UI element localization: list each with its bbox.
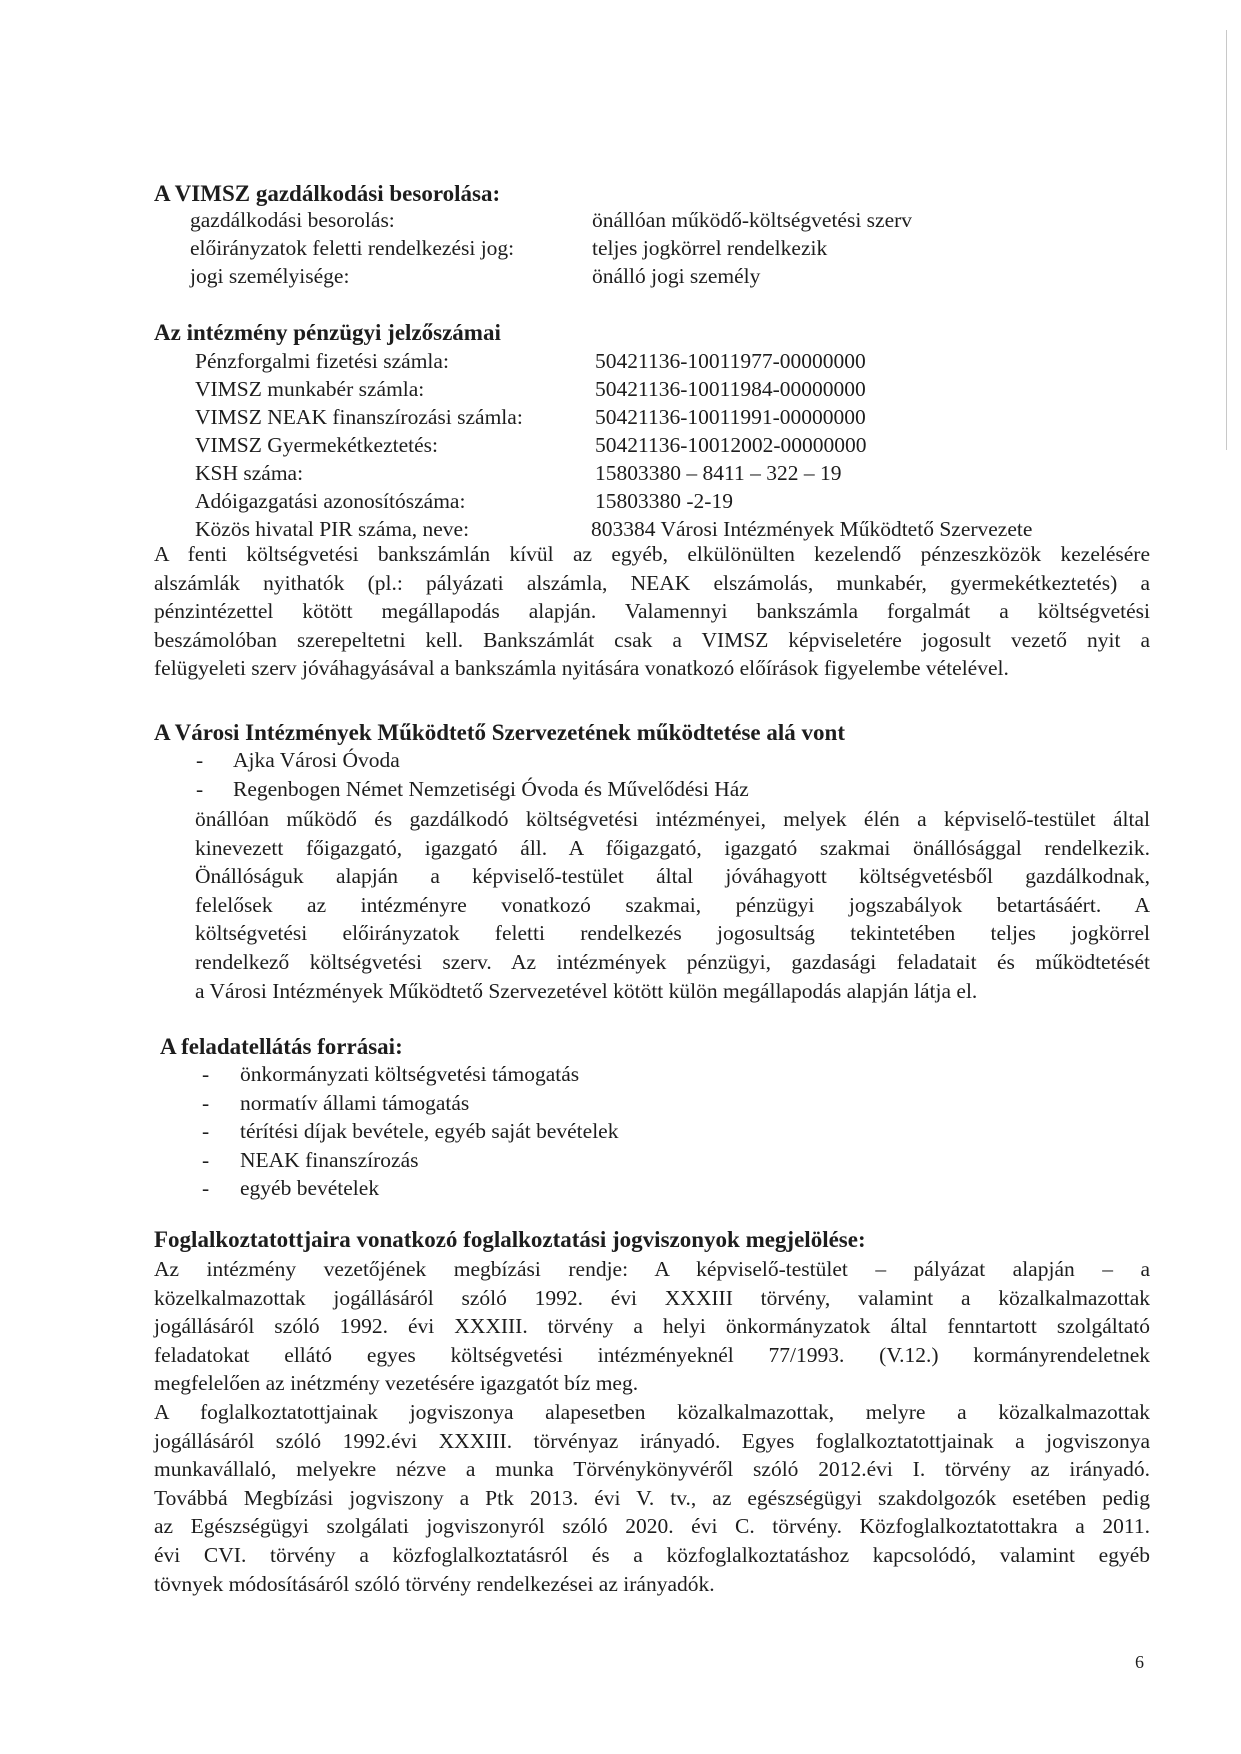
list-item — [202, 1119, 1002, 1148]
finance-row — [195, 377, 1095, 405]
sources-heading: A feladatellátás forrásai: — [160, 1034, 403, 1059]
row-value: 803384 Városi Intézmények Működtető Szervezete — [591, 517, 1033, 541]
row-label: VIMSZ NEAK finanszírozási számla: — [195, 405, 523, 429]
scan-edge-line — [1226, 30, 1227, 450]
finance-heading: Az intézmény pénzügyi jelzőszámai — [154, 320, 501, 345]
row-value: 50421136-10012002-00000000 — [595, 433, 867, 457]
row-value: önálló jogi személy — [592, 264, 761, 288]
row-label: gazdálkodási besorolás: — [190, 208, 395, 232]
list-item — [202, 1148, 1002, 1177]
paragraph-line: Az intézmény vezetőjének megbízási rendje: A képviselő-testület – pályázat alapján – a — [154, 1257, 1150, 1281]
list-dash: - — [202, 1119, 210, 1143]
paragraph-line: Továbbá Megbízási jogviszony a Ptk 2013. évi V. tv., az egészségügyi szakdolgozók esetében pedig — [154, 1485, 1150, 1510]
paragraph-line: tövnyek módosításáról szóló törvény rendelkezései az irányadók. — [154, 1571, 715, 1596]
list-item-text: NEAK finanszírozás — [240, 1147, 419, 1172]
list-item — [196, 748, 1096, 777]
paragraph-line: közelkalmazottak jogállásáról szóló 1992. évi XXXIII törvény, valamint a közalkalmazottak — [154, 1285, 1150, 1310]
row-value: 50421136-10011977-00000000 — [595, 349, 866, 373]
list-item-text: önkormányzati költségvetési támogatás — [240, 1062, 580, 1086]
row-value: önállóan működő-költségvetési szerv — [592, 208, 913, 232]
paragraph-line: megfelelően az inétzmény vezetésére igazgatót bíz meg. — [154, 1371, 639, 1396]
finance-row — [195, 489, 1095, 517]
paragraph-line: a Városi Intézmények Működtető Szervezetével kötött külön megállapodás alapján látja el. — [195, 978, 978, 1003]
classification-row — [190, 236, 990, 264]
paragraph-line: felelősek az intézményre vonatkozó szakmai, pénzügyi jogszabályok betartásáért. A — [195, 892, 1150, 917]
row-value: teljes jogkörrel rendelkezik — [592, 236, 828, 260]
list-item — [196, 777, 1096, 806]
list-item — [202, 1176, 1002, 1205]
list-dash: - — [196, 776, 204, 801]
list-item-text: térítési díjak bevétele, egyéb saját bevételek — [240, 1119, 619, 1143]
paragraph-line: jogállásáról szóló 1992. évi XXXIII. törvény a helyi önkormányzatok által fenntartott szolgáltató — [154, 1314, 1150, 1339]
row-value: 15803380 – 8411 – 322 – 19 — [595, 461, 842, 485]
row-value: 50421136-10011991-00000000 — [595, 405, 866, 429]
paragraph-line: A fenti költségvetési bankszámlán kívül az egyéb, elkülönülten kezelendő pénzeszközök kezelésére — [154, 542, 1150, 566]
paragraph-line: önállóan működő és gazdálkodó költségvetési intézményei, melyek élén a képviselő-testület által — [195, 807, 1150, 831]
paragraph-line: költségvetési előirányzatok feletti rendelkezés jogosultság tekintetében teljes jogkörrel — [195, 921, 1150, 946]
row-label: KSH száma: — [195, 461, 304, 485]
paragraph-line: munkavállaló, melyekre nézve a munka Törvénykönyvéről szóló 2012.évi I. törvény az irányadó. — [154, 1457, 1150, 1482]
finance-row — [195, 349, 1095, 377]
paragraph-line: Önállóságuk alapján a képviselő-testület által jóváhagyott költségvetésből gazdálkodnak, — [195, 864, 1150, 889]
classification-row — [190, 208, 990, 236]
list-item-text: Ajka Városi Óvoda — [233, 748, 400, 772]
paragraph-line: alszámlák nyithatók (pl.: pályázati alszámla, NEAK elszámolás, munkabér, gyermekétkeztetés) a — [154, 570, 1150, 595]
list-dash: - — [202, 1147, 210, 1172]
row-label: VIMSZ munkabér számla: — [195, 377, 425, 401]
row-label: Közös hivatal PIR száma, neve: — [195, 517, 470, 541]
paragraph-line: pénzintézettel kötött megállapodás alapján. Valamennyi bankszámla forgalmát a költségvetési — [154, 599, 1150, 624]
list-item — [202, 1091, 1002, 1120]
list-dash: - — [202, 1090, 210, 1115]
list-dash: - — [202, 1176, 210, 1200]
paragraph-line: az Egészségügyi szolgálati jogviszonyról szóló 2020. évi C. törvény. Közfoglalkoztatottakra a 2011. — [154, 1514, 1150, 1539]
operated-heading: A Városi Intézmények Működtető Szervezetének működtetése alá vont — [154, 720, 845, 745]
paragraph-line: évi CVI. törvény a közfoglalkoztatásról és a közfoglalkoztatáshoz kapcsolódó, valamint egyéb — [154, 1542, 1150, 1567]
paragraph-line: jogállásáról szóló 1992.évi XXXIII. törvényaz irányadó. Egyes foglalkoztatottjainak a jogviszonya — [154, 1428, 1150, 1453]
row-label: Pénzforgalmi fizetési számla: — [195, 349, 449, 373]
finance-row — [195, 461, 1095, 489]
classification-row — [190, 264, 990, 292]
employment-heading: Foglalkoztatottjaira vonatkozó foglalkoztatási jogviszonyok megjelölése: — [154, 1227, 866, 1252]
row-label: előirányzatok feletti rendelkezési jog: — [190, 236, 515, 260]
list-item-text: Regenbogen Német Nemzetiségi Óvoda és Művelődési Ház — [233, 776, 749, 801]
finance-paragraph — [154, 540, 1150, 683]
operated-list — [196, 748, 1096, 805]
finance-row — [195, 433, 1095, 461]
employment-paragraph — [154, 1255, 1150, 1598]
row-label: jogi személyisége: — [190, 264, 350, 288]
paragraph-line: felügyeleti szerv jóváhagyásával a bankszámla nyitására vonatkozó előírások figyelembe vételével. — [154, 656, 1009, 681]
row-label: VIMSZ Gyermekétkeztetés: — [195, 433, 438, 457]
list-item-text: normatív állami támogatás — [240, 1090, 470, 1115]
list-item — [202, 1062, 1002, 1091]
page-number: 6 — [1135, 1652, 1144, 1672]
row-value: 15803380 -2-19 — [595, 489, 733, 513]
operated-paragraph — [195, 805, 1150, 1005]
list-item-text: egyéb bevételek — [240, 1176, 380, 1200]
finance-row — [195, 405, 1095, 433]
paragraph-line: A foglalkoztatottjainak jogviszonya alapesetben közalkalmazottak, melyre a közalkalmazottak — [154, 1399, 1150, 1424]
list-dash: - — [196, 748, 204, 772]
list-dash: - — [202, 1062, 210, 1086]
sources-list — [202, 1062, 1002, 1205]
classification-heading: A VIMSZ gazdálkodási besorolása: — [154, 181, 501, 206]
row-label: Adóigazgatási azonosítószáma: — [195, 489, 466, 513]
row-value: 50421136-10011984-00000000 — [595, 377, 866, 401]
paragraph-line: beszámolóban szerepeltetni kell. Bankszámlát csak a VIMSZ képviseletére jogosult vezető nyit a — [154, 627, 1150, 652]
paragraph-line: feladatokat ellátó egyes költségvetési intézményeknél 77/1993. (V.12.) kormányrendeletnek — [154, 1342, 1150, 1367]
paragraph-line: rendelkező költségvetési szerv. Az intézmények pénzügyi, gazdasági feladatait és működtetését — [195, 949, 1150, 974]
paragraph-line: kinevezett főigazgató, igazgató áll. A főigazgató, igazgató szakmai önállósággal rendelkezik. — [195, 835, 1150, 860]
